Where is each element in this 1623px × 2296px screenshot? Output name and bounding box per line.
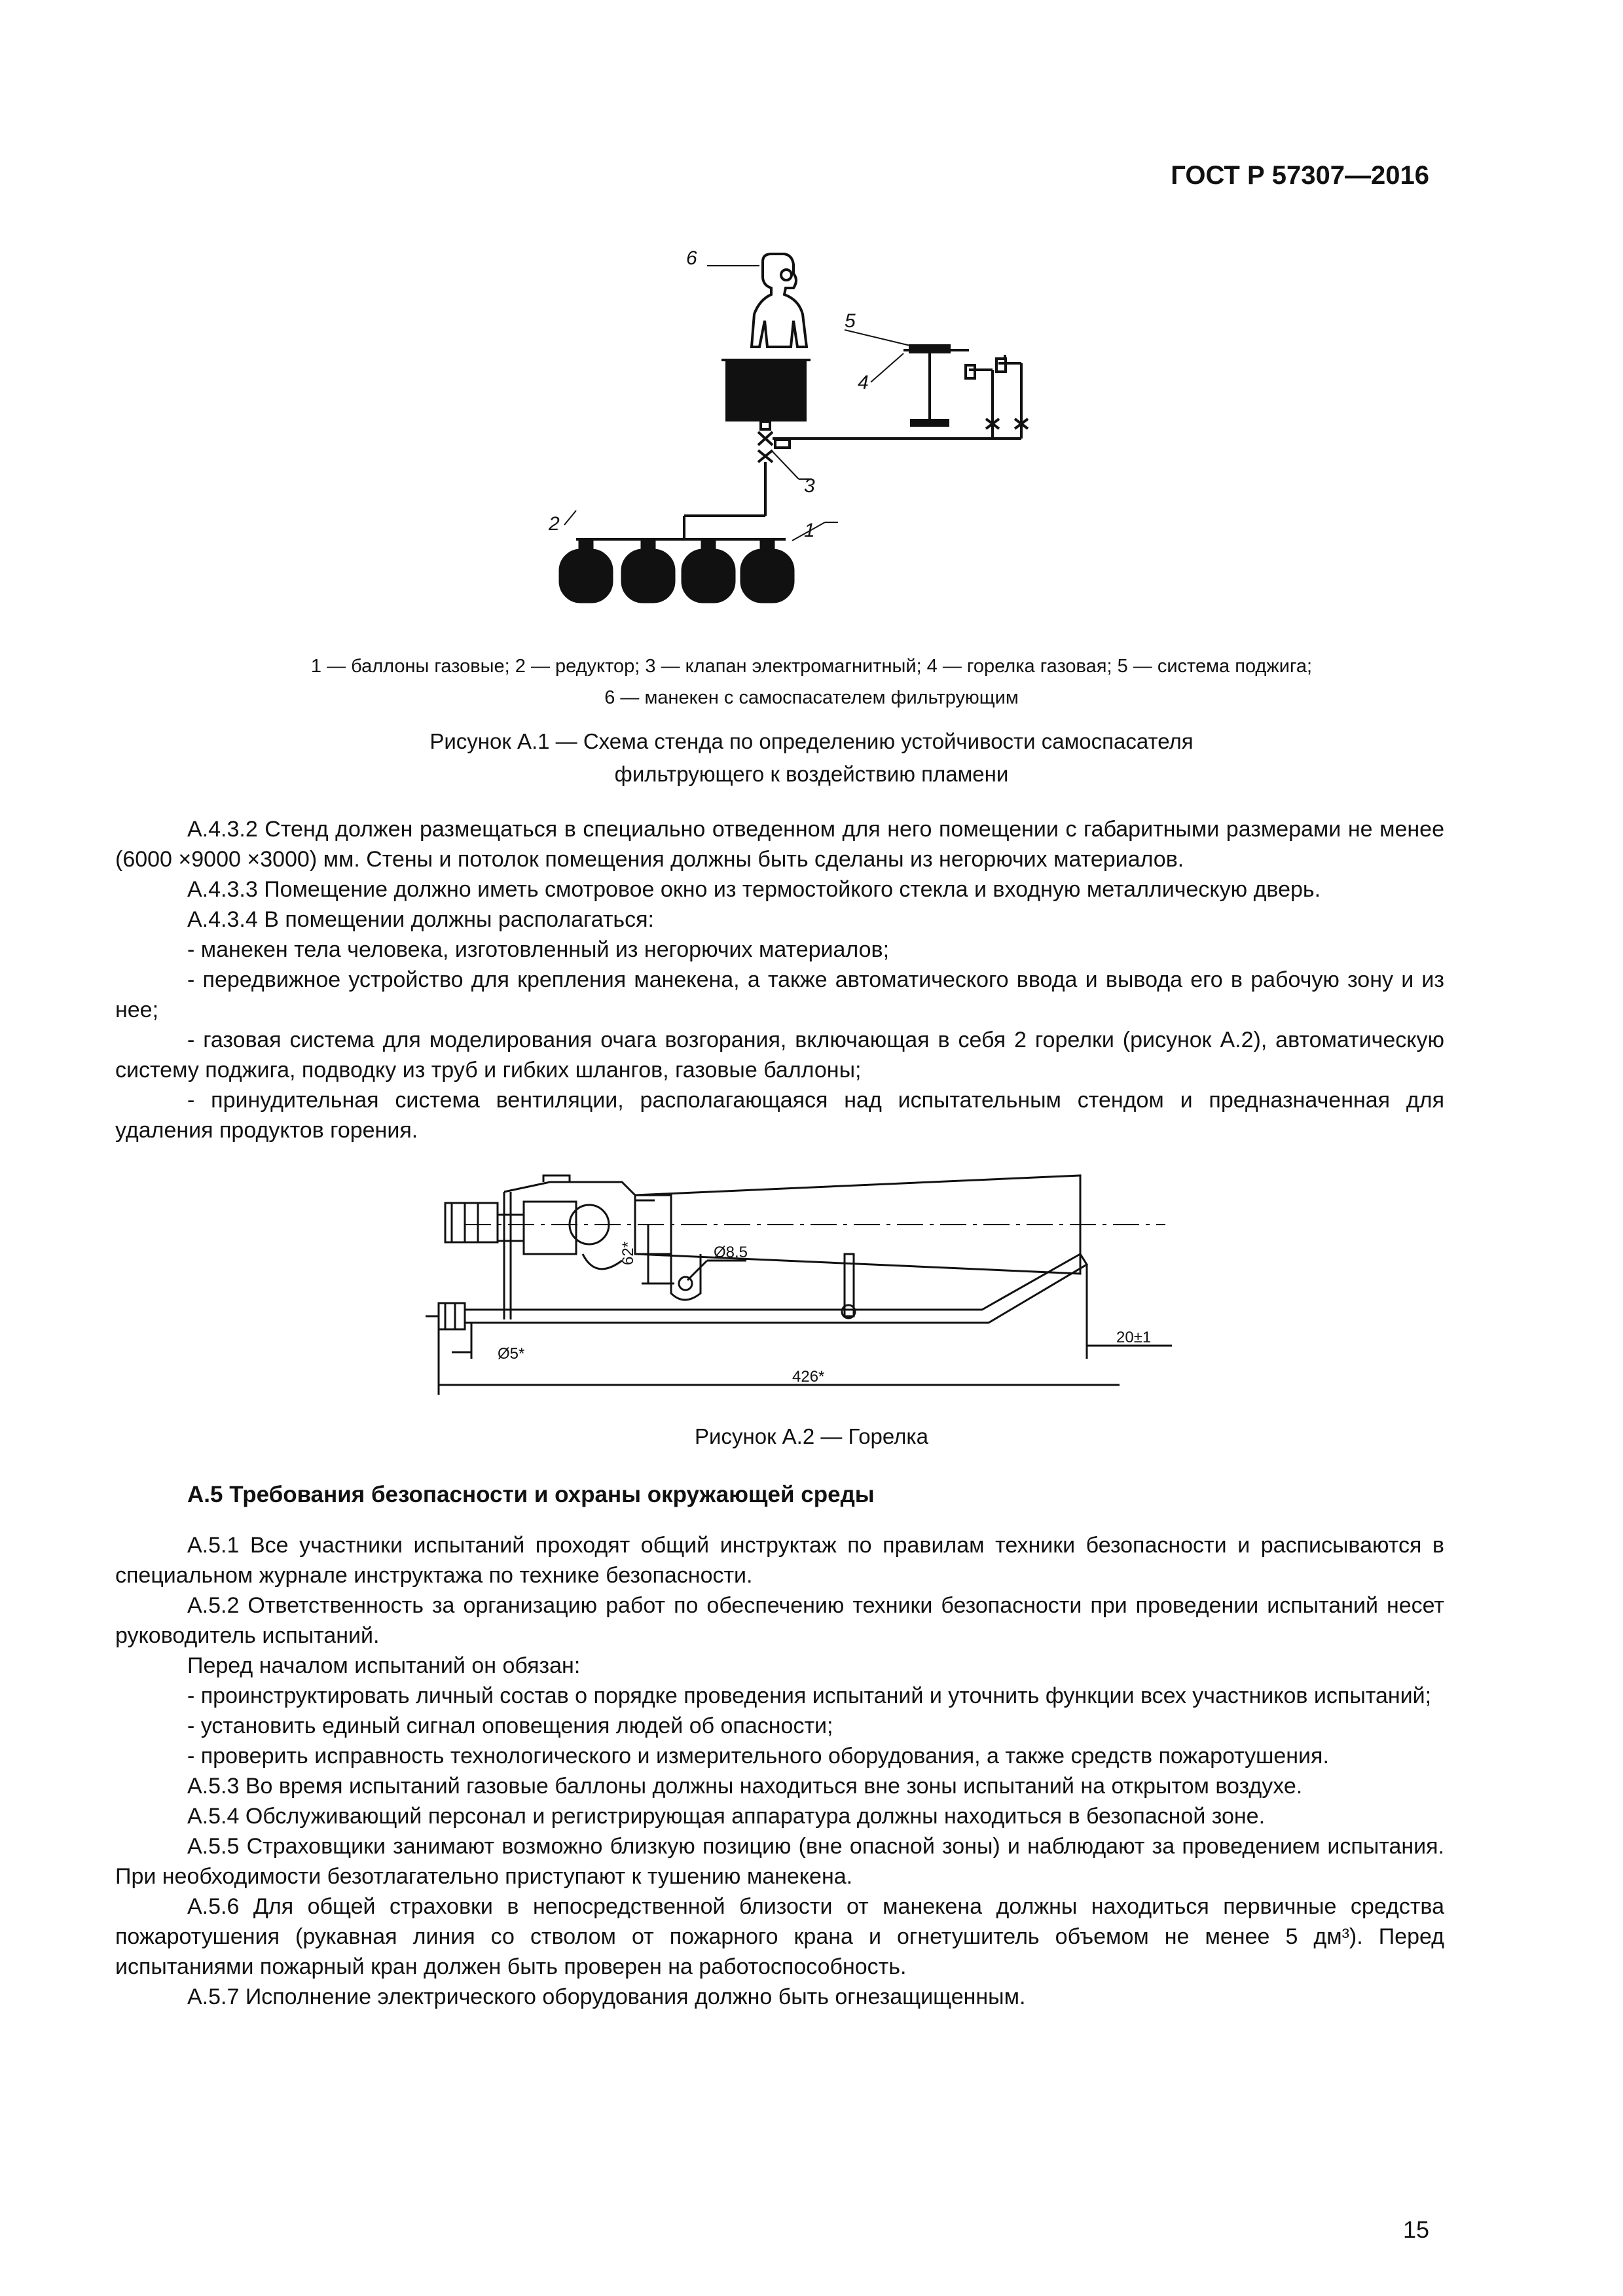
paragraph: А.4.3.3 Помещение должно иметь смотровое окно из термостойкого стекла и входную металлическую дверь. <box>187 877 1321 902</box>
figure-a1-test-stand-diagram <box>511 249 1034 641</box>
section-a43-body <box>115 814 1444 1145</box>
list-item: - передвижное устройство для крепления манекена, а также автоматического ввода и вывода его в рабочую зону и из нее; <box>115 967 1444 1022</box>
list-item: - газовая система для моделирования очага возгорания, включающая в себя 2 горелки (рисунок А.2), автоматическую систему поджига, подводку из труб и гибких шлангов, газовые баллоны; <box>115 1028 1444 1083</box>
callout-6: 6 <box>686 247 697 269</box>
list-item: - установить единый сигнал оповещения людей об опасности; <box>187 1713 833 1738</box>
page-number: 15 <box>1402 2216 1429 2243</box>
paragraph: Перед началом испытаний он обязан: <box>187 1653 581 1678</box>
dimension-62: 62* <box>619 1241 637 1265</box>
callout-2: 2 <box>549 513 560 535</box>
callout-3: 3 <box>804 475 815 497</box>
figure-a1-title-line2: фильтрующего к воздействию пламени <box>614 762 1009 786</box>
gas-cylinders <box>560 541 793 602</box>
section-a5-heading: А.5 Требования безопасности и охраны окружающей среды <box>187 1482 875 1507</box>
figure-a2-title: Рисунок А.2 — Горелка <box>695 1424 928 1448</box>
list-item: - принудительная система вентиляции, располагающаяся над испытательным стендом и предназначенная для удаления продуктов горения. <box>115 1088 1444 1143</box>
dimension-426: 426* <box>792 1368 825 1386</box>
paragraph: А.5.4 Обслуживающий персонал и регистрирующая аппаратура должны находиться в безопасной зоне. <box>187 1804 1266 1829</box>
list-item: - манекен тела человека, изготовленный из негорючих материалов; <box>187 937 890 962</box>
figure-a1-legend-line1: 1 — баллоны газовые; 2 — редуктор; 3 — клапан электромагнитный; 4 — горелка газовая; 5 — система поджига; <box>310 656 1313 677</box>
paragraph: А.5.1 Все участники испытаний проходят общий инструктаж по правилам техники безопасности и расписываются в специальном журнале инструктажа по технике безопасности. <box>115 1533 1444 1588</box>
list-item: - проверить исправность технологического и измерительного оборудования, а также средств пожаротушения. <box>187 1744 1329 1768</box>
figure-a1-title-line1: Рисунок А.1 — Схема стенда по определению устойчивости самоспасателя <box>429 729 1194 753</box>
dimension-d5: Ø5* <box>498 1345 525 1363</box>
mannequin-drawing <box>752 254 807 347</box>
paragraph: А.5.6 Для общей страховки в непосредственной близости от манекена должны находиться первичные средства пожаротушения (рукавная линия со стволом от пожарного крана и огнетушитель объемом не менее 5 дм³). Перед испытаниями пожарный кран должен быть проверен на работоспособность. <box>115 1894 1444 1979</box>
callout-5: 5 <box>845 310 856 332</box>
list-item: - проинструктировать личный состав о порядке проведения испытаний и уточнить функции всех участников испытаний; <box>187 1683 1432 1708</box>
paragraph: А.5.3 Во время испытаний газовые баллоны должны находиться вне зоны испытаний на открытом воздухе. <box>187 1774 1303 1799</box>
figure-a1-legend-line2: 6 — манекен с самоспасателем фильтрующим <box>604 687 1019 708</box>
paragraph: А.5.5 Страховщики занимают возможно близкую позицию (вне опасной зоны) и наблюдают за проведением испытания. При необходимости безотлагательно приступают к тушению манекена. <box>115 1834 1444 1889</box>
callout-4: 4 <box>858 372 869 393</box>
paragraph: А.5.7 Исполнение электрического оборудования должно быть огнезащищенным. <box>187 1984 1026 2009</box>
section-a5-body <box>115 1530 1444 2012</box>
dimension-d8-5: Ø8,5 <box>714 1244 748 1261</box>
paragraph: А.4.3.4 В помещении должны располагаться: <box>187 907 654 932</box>
figure-a2-burner-drawing <box>426 1162 1192 1411</box>
callout-1: 1 <box>804 520 815 541</box>
paragraph: А.5.2 Ответственность за организацию работ по обеспечению техники безопасности при проведении испытаний несет руководитель испытаний. <box>115 1593 1444 1648</box>
paragraph: А.4.3.2 Стенд должен размещаться в специально отведенном для него помещении с габаритными размерами не менее (6000 ×9000 ×3000) мм. Стены и потолок помещения должны быть сделаны из негорючих материалов. <box>115 817 1444 872</box>
dimension-20: 20±1 <box>1116 1329 1152 1346</box>
document-header: ГОСТ Р 57307—2016 <box>1171 161 1429 190</box>
stand-box <box>727 361 805 420</box>
